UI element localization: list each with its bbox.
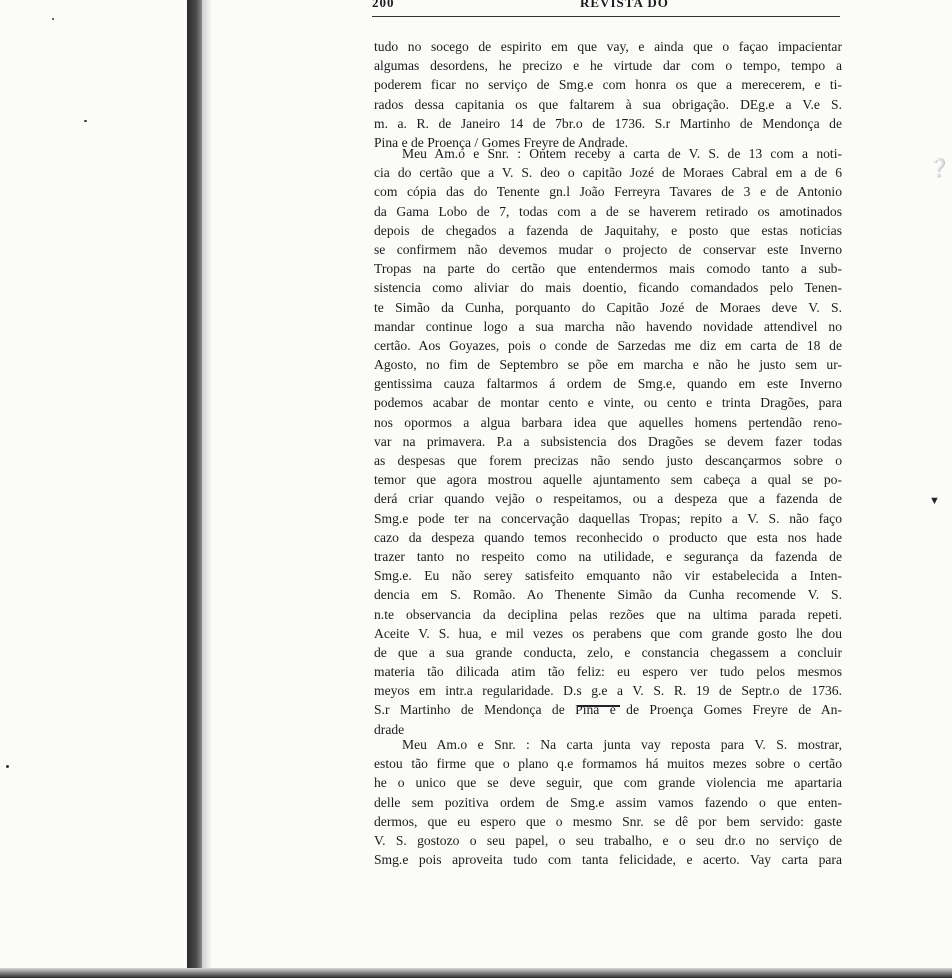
text-line: tudo no socego de espirito em que vay, e ainda que o façao impacientar xyxy=(374,39,842,54)
text-line: Tropas na parte do certão que entendermos mais comodo tanto a sub- xyxy=(374,261,842,277)
text-line: derá criar quando vejão o respeitamos, ou a despeza que a fazenda de xyxy=(374,491,842,507)
text-line: cazo da despeza quando temos reconhecido o producto que esta nos hade xyxy=(374,529,842,545)
margin-mark: ❔ xyxy=(928,158,951,178)
text-line: Meu Am.o e Snr. : Na carta junta vay reposta para V. S. mostrar, xyxy=(402,737,842,752)
text-line: trazer tanto no respeito como na utilidade, e segurança da fazenda de xyxy=(374,548,842,564)
running-head xyxy=(372,0,842,15)
text-line: V. S. gostozo o seu papel, o seu trabalho, e o seu dr.o no serviço de xyxy=(374,832,842,848)
text-line: materia tão dilicada atim tão feliz: eu espero ver tudo pelos mesmos xyxy=(374,664,842,680)
text-line: dencia em S. Romão. Ao Thenente Simão da Cunha recomende V. S. xyxy=(374,587,842,603)
margin-mark: ▼ xyxy=(929,495,940,507)
text-line: rados dessa capitania os que faltarem à sua obrigação. DEg.e a V.e S. xyxy=(374,96,842,112)
text-line: algumas desordens, he precizo e he virtude dar com o tempo, tempo a xyxy=(374,58,842,74)
text-line: Aceite V. S. hua, e mil vezes os perabens que com grande gosto lhe dou xyxy=(374,625,842,641)
text-line: dermos, que eu espero que o mesmo Snr. se dê por bem servido: gaste xyxy=(374,813,842,829)
text-line: sistencia como aliviar do mais doentio, ficando comandados pelo Tenen- xyxy=(374,280,842,296)
text-line: cia do certão que a V. S. deo o capitão Jozé de Moraes Cabral em a de 6 xyxy=(374,165,842,181)
speck xyxy=(52,18,54,20)
text-line: gentissima cauza faltarmos á ordem de Smg.e, quando em este Inverno xyxy=(374,376,842,392)
speck xyxy=(84,120,87,122)
header-rule xyxy=(372,16,840,17)
text-line: Smg.e pode ter na concervação daquellas Tropas; repito a V. S. não faço xyxy=(374,510,842,526)
text-line: he o unico que se deve seguir, que com grande violencia me apartaria xyxy=(374,775,842,791)
journal-title: REVISTA DO xyxy=(580,0,669,10)
text-line: Agosto, no fim de Septembro se põe em marcha e não he justo sem ur- xyxy=(374,357,842,373)
text-line: Pina e de Proença / Gomes Freyre de Andrade. xyxy=(374,134,629,150)
text-line: certão. Aos Goyazes, pois o conde de Sarzedas me diz em carta de 18 de xyxy=(374,337,842,353)
page-number: 200 xyxy=(372,0,395,10)
text-line: var na primavera. P.a a subsistencia dos Dragões se devem fazer todas xyxy=(374,433,842,449)
text-line: Meu Am.o e Snr. : Ontem receby a carta de V. S. de 13 com a noti- xyxy=(402,146,842,161)
text-line: delle sem pozitiva ordem de Smg.e assim vamos fazendo o que enten- xyxy=(374,794,842,810)
text-line: mandar continue logo a sua marcha não havendo novidade attendivel no xyxy=(374,318,842,334)
paragraph-2 xyxy=(374,144,842,739)
text-line: depois de chegados a fazenda de Jaquitahy, e posto que estas noticias xyxy=(374,222,842,238)
text-line: nos opormos a algua barbara idea que aquelles homens pertendão reno- xyxy=(374,414,842,430)
section-separator xyxy=(578,705,620,707)
text-line: as despesas que forem precizas não sendo justo descançarmos sobre o xyxy=(374,453,842,468)
text-line: temor que agora mostrou aquelle ajuntamento sem cabeça a qual se po- xyxy=(374,472,842,488)
paragraph-1 xyxy=(374,37,842,152)
gutter-shadow xyxy=(202,0,212,978)
text-line: Smg.e. Eu não serey satisfeito emquanto não vir estabelecida a Inten- xyxy=(374,568,842,584)
text-line: drade xyxy=(374,721,405,737)
text-line: Smg.e pois aproveita tudo com tanta felicidade, e acerto. Vay carta para xyxy=(374,852,842,868)
text-line: se confirmem não devemos mudar o projecto de conservar este Inverno xyxy=(374,241,842,257)
speck xyxy=(6,765,9,768)
text-line: de que a sua grande conducta, zelo, e constancia chegassem a concluir xyxy=(374,644,842,660)
text-line: estou tão firme que o plano q.e formamos há muitos mezes sobre o certão xyxy=(374,756,842,772)
page-bottom-edge xyxy=(0,968,952,978)
book-gutter xyxy=(187,0,202,978)
text-line: m. a. R. de Janeiro 14 de 7br.o de 1736. S.r Martinho de Mendonça de xyxy=(374,115,842,131)
text-line: meyos em intr.a regularidade. D.s g.e a V. S. R. 19 de Septr.o de 1736. xyxy=(374,683,842,699)
paragraph-3 xyxy=(374,735,842,869)
text-line: podemos acabar de montar cento e vinte, ou cento e trinta Dragões, para xyxy=(374,395,842,411)
text-line: da Gama Lobo de 7, todas com a de se haverem retirado os amotinados xyxy=(374,203,842,219)
text-line: poderem ficar no serviço de Smg.e com honra os que a merecerem, e ti- xyxy=(374,77,842,93)
text-line: com cópia das do Tenente gn.l João Ferreyra Tavares de 3 e de Antonio xyxy=(374,184,842,200)
text-line: S.r Martinho de Mendonça de Pina e de Proença Gomes Freyre de An- xyxy=(374,702,842,718)
text-line: n.te observancia da deciplina pelas rezões que na ultima parada repeti. xyxy=(374,606,842,622)
text-line: te Simão da Cunha, porquanto do Capitão Jozé de Moraes deve V. S. xyxy=(374,299,842,315)
